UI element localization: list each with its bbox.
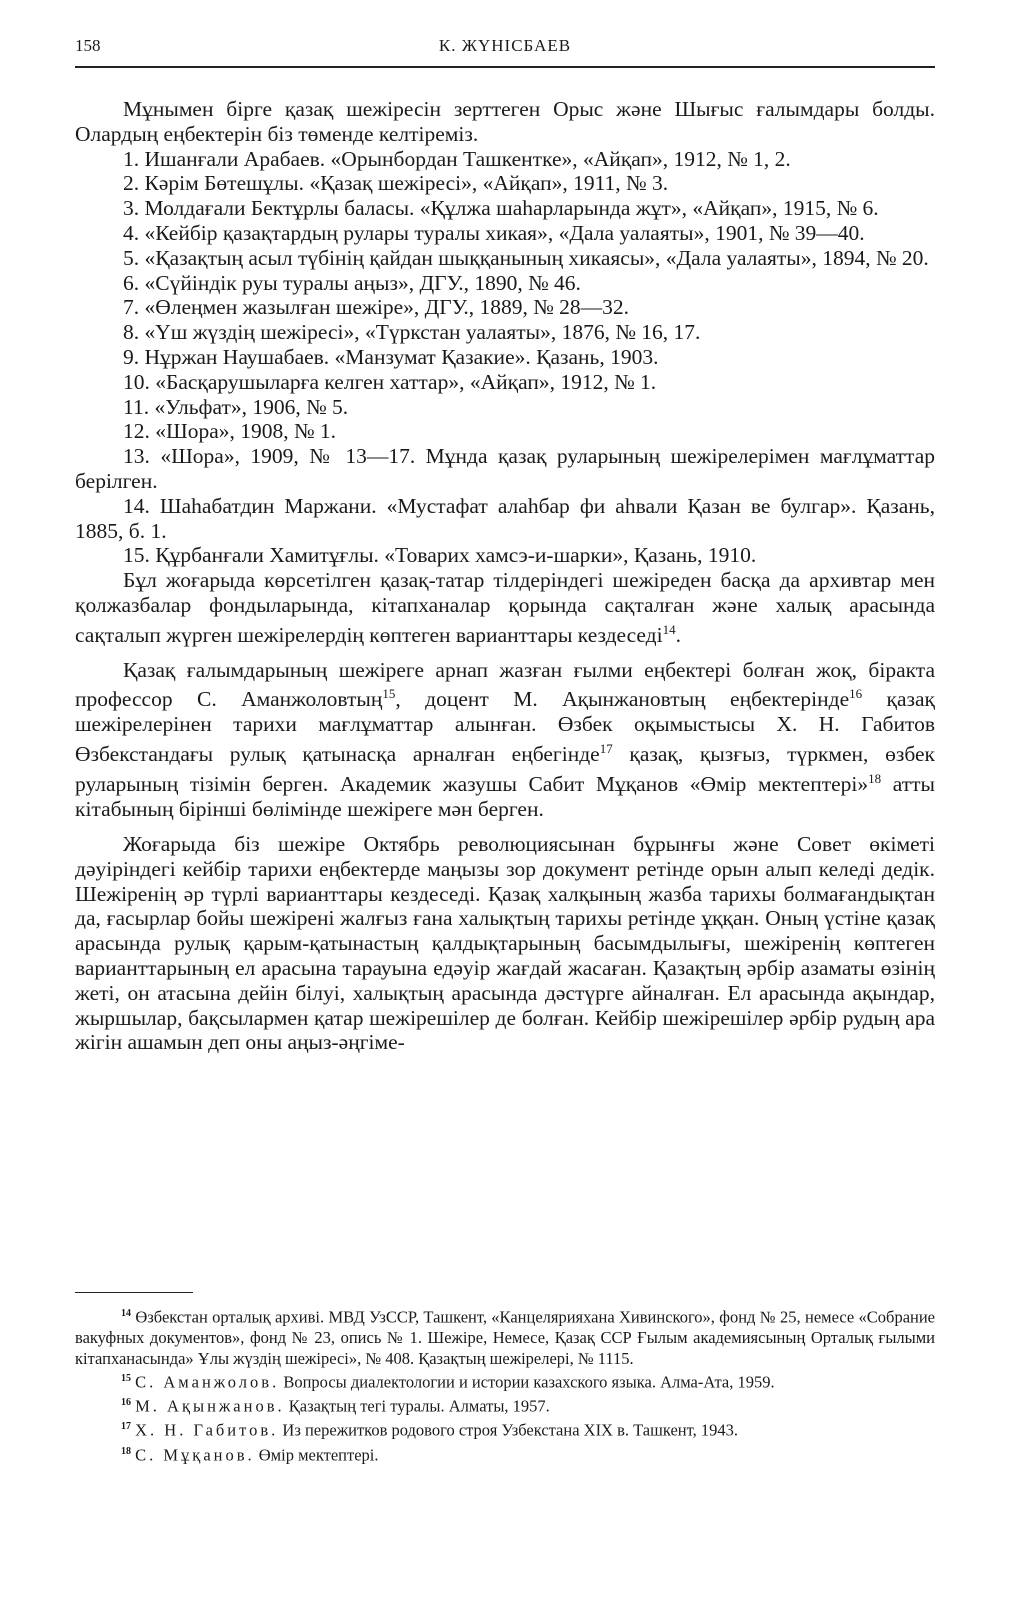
- reference-item: 6. «Сүйіндік руы туралы аңыз», ДГУ., 1890, № 46.: [123, 270, 581, 295]
- reference-item: 4. «Кейбір қазақтардың рулары туралы хикая», «Дала уалаяты», 1901, № 39—40.: [123, 220, 865, 245]
- paragraph-text: .: [675, 622, 681, 647]
- footnote-mark: 16: [121, 1397, 131, 1409]
- running-head: К. ЖҮНІСБАЕВ: [438, 36, 572, 55]
- footnote-16: [75, 1393, 935, 1417]
- footnote-text: Қазақтың тегі туралы. Алматы, 1957.: [284, 1396, 550, 1416]
- reference-item: 9. Нұржан Наушабаев. «Манзумат Қазакие». Қазань, 1903.: [123, 344, 659, 369]
- page-header: [75, 36, 935, 68]
- reference-item: 7. «Өлеңмен жазылған шежіре», ДГУ., 1889, № 28—32.: [123, 295, 630, 320]
- reference-list: [75, 147, 935, 569]
- footnotes: [75, 1304, 935, 1466]
- paragraph-text: , доцент М. Ақынжановтың еңбектерінде: [395, 687, 850, 712]
- footnote-text: Из пережитков родового строя Узбекстана XIX в. Ташкент, 1943.: [278, 1420, 738, 1440]
- footnote-mark: 18: [121, 1445, 131, 1457]
- footnote-ref: 17: [599, 741, 613, 757]
- footnote-15: [75, 1369, 935, 1393]
- reference-item: 1. Ишанғали Арабаев. «Орынбордан Ташкентке», «Айқап», 1912, № 1, 2.: [123, 146, 791, 171]
- paragraph-history: Жоғарыда біз шежіре Октябрь революциясынан бұрынғы және Совет өкіметі дәуіріндегі кейбір тарихи еңбектерде маңызы зор документ ретінде орын алып келеді дедік. Шежіренің әр түрлі варианттары кездеседі. Қазақ халқының жазба тарихы болмағандықтан да, ғасырлар бойы шежірені жалғыз ғана халықтың тарихы ретінде ұққан. Оның үстіне қазақ арасында рулық қарым-қатынастың қалдықтарының басымдылығы, шежіренің көптеген варианттарының ел арасына тарауына едәуір жағдай жасаған. Қазақтың әрбір азаматы өзінің жеті, он атасына дейін білуі, халықтың арасында дәстүрге айналған. Ел арасында ақындар, жыршылар, бақсылармен қатар шежірешілер де болған. Кейбір шежірешілер әрбір рудың ара жігін ашамын деп оны аңыз-әңгіме-: [75, 831, 935, 1055]
- main-text: [75, 97, 935, 1055]
- reference-item: 8. «Үш жүздің шежіресі», «Түркстан уалаяты», 1876, № 16, 17.: [123, 320, 701, 345]
- footnote-17: [75, 1417, 935, 1441]
- paragraph-text: Бұл жоғарыда көрсетілген қазақ-татар тілдеріндегі шежіреден басқа да архивтар мен қолжазбалар фондыларында, кітапханалар қорында сақталған және халық арасында сақталып жүрген шежірелердің көптеген варианттары кездеседі: [75, 568, 935, 647]
- reference-item: 3. Молдағали Бектұрлы баласы. «Құлжа шаһарларында жұт», «Айқап», 1915, № 6.: [123, 196, 879, 221]
- reference-item: 2. Кәрім Бөтешұлы. «Қазақ шежіресі», «Айқап», 1911, № 3.: [123, 171, 669, 196]
- paragraph-scholars: [75, 658, 935, 822]
- paragraph-text: Қазақ ғалымдарының шежірeге арнап жазған ғылми еңбектері болған жоқ, біракта профессор С. Аманжоловтың: [75, 657, 935, 712]
- footnote-author: С. Аманжолов.: [135, 1372, 280, 1392]
- reference-item: 13. «Шора», 1909, № 13—17. Мұнда қазақ руларының шежірелерімен мағлұматтар берілген.: [75, 444, 935, 493]
- footnote-author: Х. Н. Габитов.: [135, 1420, 279, 1440]
- footnote-18: [75, 1442, 935, 1466]
- footnote-mark: 17: [121, 1421, 131, 1433]
- reference-item: 10. «Басқарушыларға келген хаттар», «Айқап», 1912, № 1.: [123, 369, 657, 394]
- footnote-mark: 14: [121, 1308, 131, 1319]
- reference-item: 5. «Қазақтың асыл түбінің қайдан шыққанының хикаясы», «Дала уалаяты», 1894, № 20.: [123, 245, 929, 270]
- footnote-text: Өмір мектептері.: [254, 1445, 379, 1465]
- paragraph-text: қазақ шежірелерінен тарихи мағлұматтар алынған. Өзбек оқымыстысы Х. Н. Габитов Өзбекстандағы рулық қатынасқа арналған еңбегінде: [75, 687, 935, 767]
- intro-paragraph: Мұнымен бірге қазақ шежіресін зерттеген Орыс және Шығыс ғалымдары болды. Олардың еңбектерін біз төменде келтіреміз.: [75, 97, 935, 146]
- footnote-14: [75, 1304, 935, 1369]
- paragraph-text: атты кітабының бірінші бөлімінде шежіреге мән берген.: [75, 772, 935, 822]
- footnote-author: М. Ақынжанов.: [135, 1396, 285, 1416]
- footnote-text: Өзбекстан орталық архиві. МВД УзССР, Ташкент, «Канцелярияхана Хивинского», фонд № 25, немесе «Собрание вакуфных документов», фонд № 23, опись № 1. Шежіре, Немесе, Қазақ ССР Ғылым академиясының Орталық ғылыми кітапханасында» Ұлы жүздің шежіресі», № 408. Қазақтың шежірелері, № 1115.: [75, 1307, 935, 1368]
- footnote-author: С. Мұқанов.: [135, 1445, 255, 1465]
- footnote-ref: 14: [662, 621, 676, 637]
- paragraph-archives: [75, 568, 935, 648]
- paragraph-text: қазақ, қызғыз, түркмен, өзбек руларының тізімін берген. Академик жазушы Сабит Мұқанов «Өмір мектептері»: [75, 742, 935, 797]
- reference-item: 11. «Ульфат», 1906, № 5.: [123, 394, 349, 419]
- footnote-ref: 15: [382, 686, 396, 702]
- footnote-ref: 18: [868, 771, 882, 787]
- reference-item: 15. Құрбанғали Хамитұғлы. «Товарих хамсэ-и-шарки», Қазань, 1910.: [123, 543, 757, 568]
- footnote-text: Вопросы диалектологии и истории казахского языка. Алма-Ата, 1959.: [279, 1372, 775, 1392]
- reference-item: 12. «Шора», 1908, № 1.: [123, 419, 336, 444]
- reference-item: 14. Шаһабатдин Маржани. «Мустафат алаһбар фи аһвали Қазан ве булгар». Қазань, 1885, б. 1.: [75, 493, 935, 543]
- footnote-mark: 15: [121, 1373, 131, 1385]
- footnote-divider: [75, 1292, 193, 1293]
- footnote-ref: 16: [849, 686, 863, 702]
- page-number: 158: [75, 36, 101, 55]
